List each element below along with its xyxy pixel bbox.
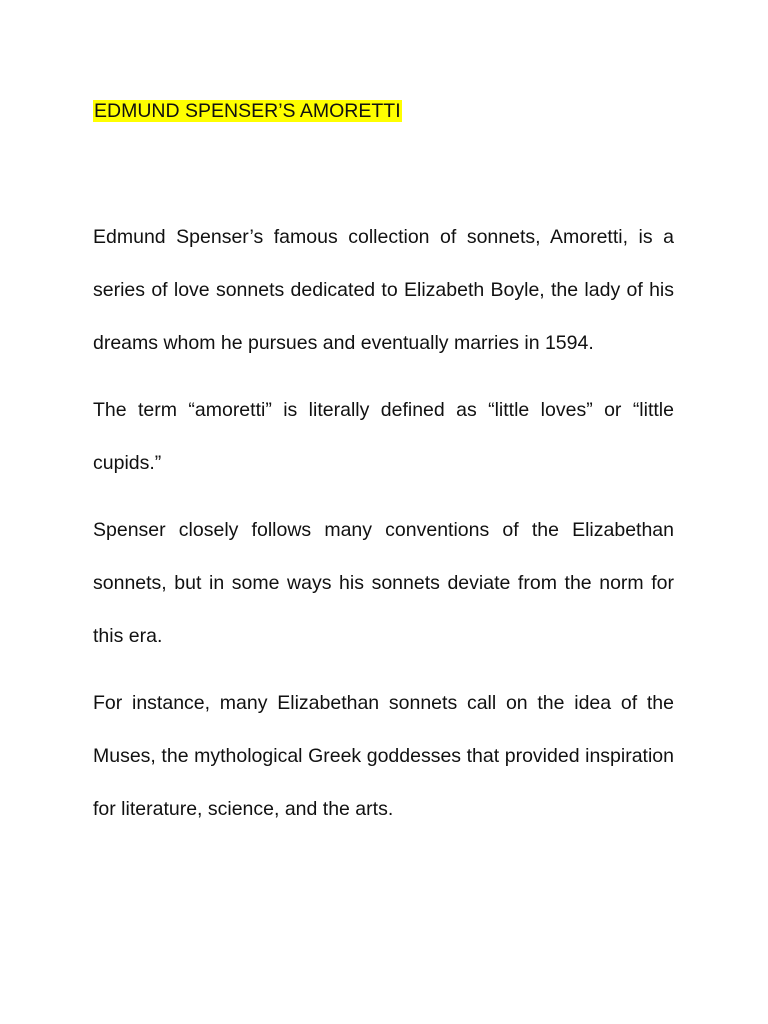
- document-body: [93, 211, 674, 850]
- highlighted-title: EDMUND SPENSER’S AMORETTI: [94, 100, 401, 122]
- paragraph-term: The term “amoretti” is literally defined as “little loves” or “little cupids.”: [93, 399, 674, 474]
- paragraph-muses: For instance, many Elizabethan sonnets call on the idea of the Muses, the mythological Greek goddesses that provided inspiration for literature, science, and the arts.: [93, 692, 674, 820]
- document-title: [93, 88, 402, 125]
- paragraph-conventions: Spenser closely follows many conventions of the Elizabethan sonnets, but in some ways his sonnets deviate from the norm for this era.: [93, 519, 674, 647]
- paragraph-intro: Edmund Spenser’s famous collection of sonnets, Amoretti, is a series of love sonnets dedicated to Elizabeth Boyle, the lady of his dreams whom he pursues and eventually marries in 1594.: [93, 226, 674, 354]
